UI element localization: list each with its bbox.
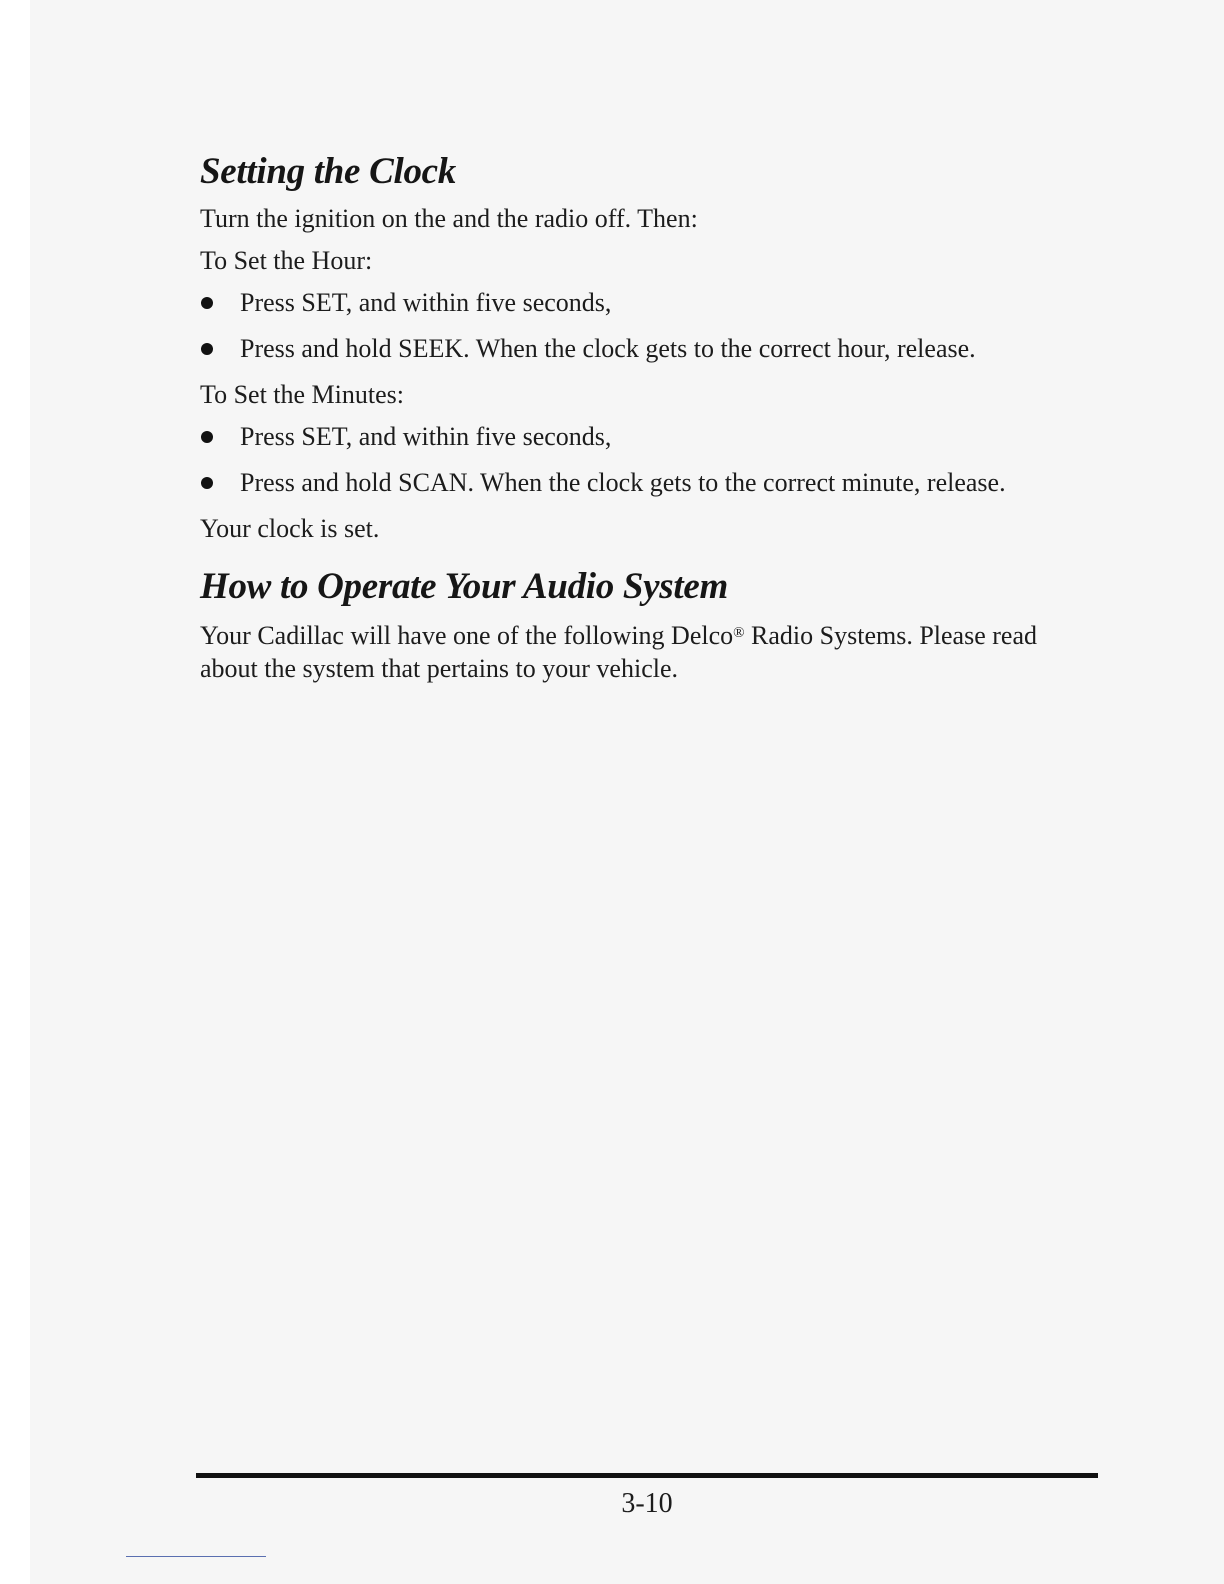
bullet-icon — [201, 431, 213, 443]
audio-text-start: Your Cadillac will have one of the following Delco — [200, 621, 734, 650]
step-text: Press SET, and within five seconds, — [240, 422, 612, 451]
footer-rule — [196, 1473, 1098, 1478]
list-item — [200, 286, 1100, 319]
step-text: Press and hold SCAN. When the clock gets to the correct minute, release. — [240, 468, 1006, 497]
page-number: 3-10 — [621, 1488, 673, 1519]
audio-text-end: Radio Systems. Please read about the system that pertains to your vehicle. — [200, 621, 1037, 683]
bullet-icon — [201, 297, 213, 309]
clock-intro-text: Turn the ignition on the and the radio off. Then: — [200, 204, 698, 233]
list-item — [200, 332, 1100, 365]
bullet-icon — [201, 477, 213, 489]
corner-line — [126, 1556, 266, 1557]
audio-intro-paragraph — [200, 619, 1100, 685]
set-minutes-label: To Set the Minutes: — [200, 380, 405, 409]
set-minutes-steps — [200, 420, 1100, 499]
list-item — [200, 420, 1100, 453]
set-hour-steps — [200, 286, 1100, 365]
section-heading-setting-the-clock: Setting the Clock — [200, 151, 456, 192]
page-content — [200, 150, 1100, 685]
registered-mark: ® — [733, 625, 745, 641]
section-heading-audio-system: How to Operate Your Audio System — [200, 566, 728, 607]
bullet-icon — [201, 343, 213, 355]
set-hour-label: To Set the Hour: — [200, 246, 373, 275]
list-item — [200, 466, 1100, 499]
step-text: Press and hold SEEK. When the clock gets to the correct hour, release. — [240, 334, 976, 363]
clock-closing-text: Your clock is set. — [200, 514, 380, 543]
step-text: Press SET, and within five seconds, — [240, 288, 612, 317]
